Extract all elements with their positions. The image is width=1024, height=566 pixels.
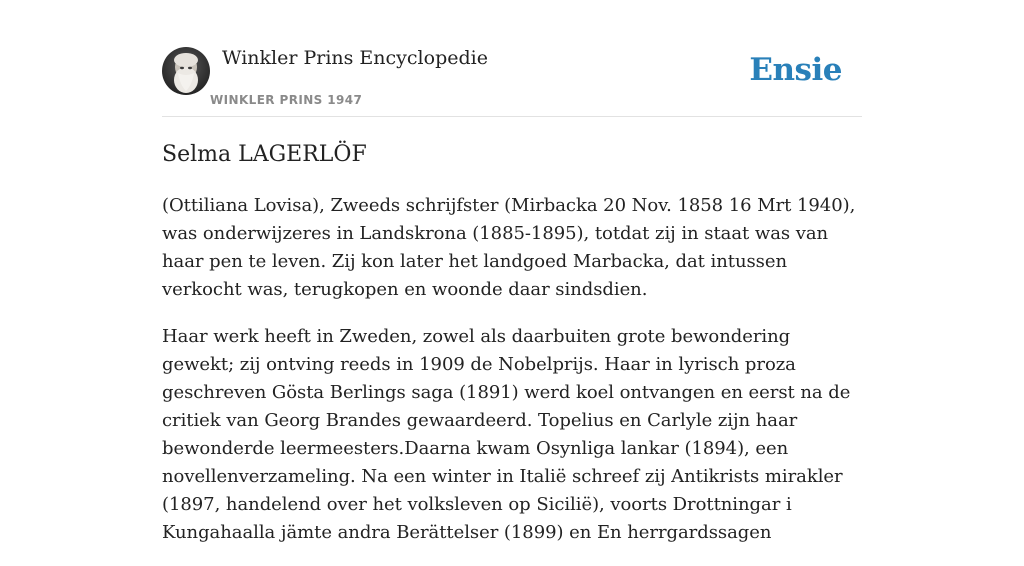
source-title[interactable]: Winkler Prins Encyclopedie xyxy=(222,47,488,69)
source-subtitle[interactable]: WINKLER PRINS 1947 xyxy=(210,93,363,107)
source-header xyxy=(162,46,862,117)
author-avatar[interactable] xyxy=(162,47,210,95)
article-title: Selma LAGERLÖF xyxy=(162,142,367,167)
article-body xyxy=(162,192,862,566)
brand-logo[interactable]: Ensie xyxy=(749,52,842,88)
article-paragraph: (Ottiliana Lovisa), Zweeds schrijfster (Mirbacka 20 Nov. 1858 16 Mrt 1940), was onderwijzeres in Landskrona (1885-1895), totdat zij in staat was van haar pen te leven. Zij kon later het landgoed Marbacka, dat intussen verkocht was, terugkopen en woonde daar sindsdien. xyxy=(162,195,856,300)
article-paragraph: Haar werk heeft in Zweden, zowel als daarbuiten grote bewondering gewekt; zij ontving reeds in 1909 de Nobelprijs. Haar in lyrisch proza geschreven Gösta Berlings saga (1891) werd koel ontvangen en eerst na de critiek van Georg Brandes gewaardeerd. Topelius en Carlyle zijn haar bewonderde leermeesters.Daarna kwam Osynliga lankar (1894), een novellenverzameling. Na een winter in Italië schreef zij Antikrists mirakler (1897, handelend over het volksleven op Sicilië), voorts Drottningar i Kungahaalla jämte andra Berättelser (1899) en En herrgardssagen xyxy=(162,326,851,543)
